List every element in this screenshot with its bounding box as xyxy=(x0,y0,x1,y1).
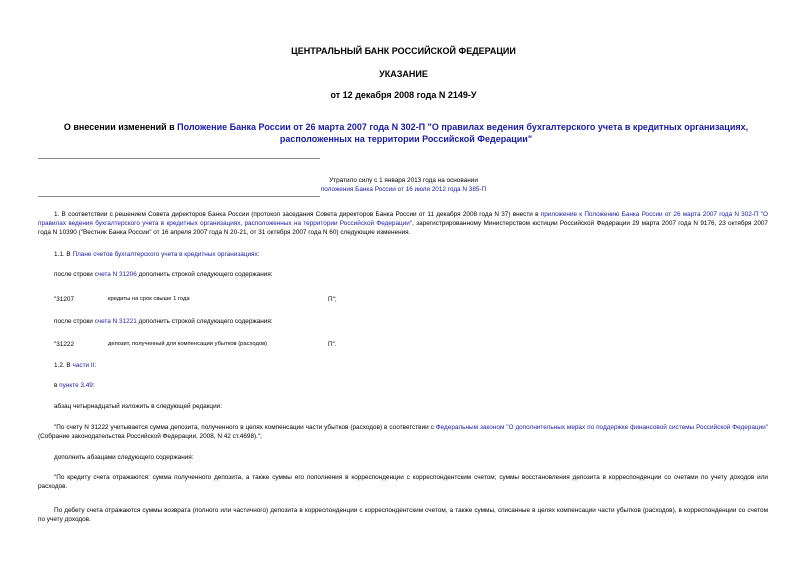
chart-of-accounts-link[interactable]: Плане счетов бухгалтерского учета в кредитных организациях xyxy=(72,251,258,258)
appendix-regulation-link[interactable]: приложение к Положению Банка России от 26 марта 2007 года N 302-П "О правилах ведения бухгалтерского учета в кредитных организациях, расположенных на территории Российской Федерации" xyxy=(38,211,769,227)
status-link-line xyxy=(0,185,807,194)
account-31221-link[interactable]: счета N 31221 xyxy=(94,318,137,325)
after-row-2-text-b: дополнить строкой следующего содержания: xyxy=(136,318,273,325)
paragraph-1-2-text: 1.2. В xyxy=(54,362,73,369)
row-1-description: кредиты на срок свыше 1 года xyxy=(108,296,190,302)
bank-name: ЦЕНТРАЛЬНЫЙ БАНК РОССИЙСКОЙ ФЕДЕРАЦИИ xyxy=(291,46,516,56)
quote-3: По дебету счета отражаются суммы возврата (полного или частичного) депозита в корреспонденции с корреспондентским счетом, а также суммы, списанные в целях компенсации части убытков (расходов), в корреспонденции со счетом по учету доходов. xyxy=(38,507,768,523)
row-2-description: депозит, полученный для компенсации убытков (расходов) xyxy=(108,341,268,347)
paragraph-1-1-text: 1.1. В xyxy=(54,251,73,258)
after-row-1 xyxy=(54,270,273,279)
row-2-mark: П". xyxy=(328,341,337,348)
paragraph-clause-text: в xyxy=(54,382,60,389)
title-prefix: О внесении изменений в xyxy=(63,122,178,132)
paragraph-add: дополнить абзацами следующего содержания: xyxy=(54,454,194,461)
paragraph-1-2 xyxy=(54,361,96,370)
quote-1-text-b: (Собрание законодательства Российской Федерации, 2008, N 42 ст.4698)."; xyxy=(38,433,262,440)
paragraph-1-1 xyxy=(54,250,260,259)
paragraph-abzac: абзац четырнадцатый изложить в следующей редакции: xyxy=(54,403,223,410)
quote-1 xyxy=(38,423,768,441)
clause-3-49-link[interactable]: пункте 3.49 xyxy=(59,382,93,389)
paragraph-1 xyxy=(38,210,768,237)
paragraph-clause xyxy=(54,381,95,390)
row-2-code: "31222 xyxy=(54,341,75,348)
after-row-2-text-a: после строки xyxy=(54,318,95,325)
paragraph-1-text-a: 1. В соответствии с решением Совета директоров Банка России (протокол заседания Совета директоров Банка России от 11 декабря 2008 года N 37) внести в xyxy=(54,211,541,218)
title-regulation-link[interactable]: Положение Банка России от 26 марта 2007 года N 302-П "О правилах ведения бухгалтерского учета в кредитных организациях, расположенных на территории Российской Федерации" xyxy=(177,122,749,144)
document-date-number: от 12 декабря 2008 года N 2149-У xyxy=(330,90,477,100)
status-regulation-link[interactable]: положения Банка России от 16 июля 2012 года N 385-П xyxy=(320,186,487,193)
row-1-mark: П"; xyxy=(328,296,337,303)
account-31206-link[interactable]: счета N 31206 xyxy=(94,271,137,278)
paragraph-clause-colon: : xyxy=(92,382,95,389)
document-type: УКАЗАНИЕ xyxy=(379,69,428,79)
part-ii-link[interactable]: части II xyxy=(72,362,95,369)
row-1-code: "31207 xyxy=(54,296,75,303)
document-title xyxy=(50,121,762,145)
divider-top xyxy=(38,158,320,159)
federal-law-link[interactable]: Федеральным законом "О дополнительных мерах по поддержке финансовой системы Российской Федерации" xyxy=(435,424,768,431)
paragraph-1-2-colon: : xyxy=(94,362,97,369)
paragraph-1-text-b: , зарегистрированному Министерством юстиции Российской Федерации 29 марта 2007 года N 9176, 23 октября 2007 года N 10390 ("Вестник Банка России" от 16 апреля 2007 года N 20-21, от 31 октября 2007 года N 60) следующие изменения. xyxy=(38,220,768,236)
status-line: Утратило силу с 1 января 2013 года на основании xyxy=(329,177,478,184)
after-row-1-text-a: после строки xyxy=(54,271,95,278)
paragraph-1-1-colon: : xyxy=(257,251,260,258)
divider-bottom xyxy=(38,196,320,197)
after-row-1-text-b: дополнить строкой следующего содержания: xyxy=(136,271,273,278)
quote-2: "По кредиту счета отражаются: сумма полученного депозита, а также суммы его пополнения в корреспонденции с корреспондентским счетом; суммы восстановления депозита в корреспонденции со счетами по учету доходов или расходов. xyxy=(38,474,768,490)
quote-1-text-a: "По счету N 31222 учитывается сумма депозита, полученного в целях компенсации части убытков (расходов) в соответствии с xyxy=(54,424,436,431)
after-row-2 xyxy=(54,317,273,326)
